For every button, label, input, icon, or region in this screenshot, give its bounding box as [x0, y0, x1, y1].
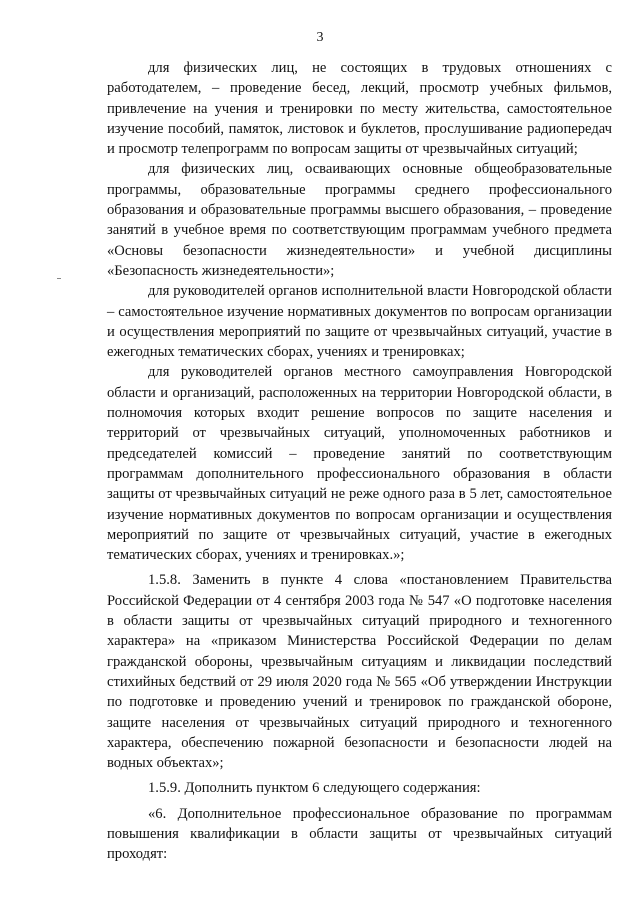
- paragraph-point-6: «6. Дополнительное профессиональное образование по программам повышения квалификации в области защиты от чрезвычайных ситуаций проходят:: [107, 805, 612, 863]
- paragraph-students: для физических лиц, осваивающих основные общеобразовательные программы, образовательные программы среднего профессионального образования и образовательные программы высшего образования, – проведение занятий в учебное время по соответствующим программам учебного предмета «Основы безопасности жизнедеятельности» и учебной дисциплины «Безопасность жизнедеятельности»;: [107, 161, 612, 279]
- paragraph-local-government-heads: для руководителей органов местного самоуправления Новгородской области и организаций, расположенных на территории Новгородской области, в полномочия которых входит решение вопросов по защите населения и территорий от чрезвычайных ситуаций, уполномоченных работников и председателей комиссий – проведение занятий по соответствующим программам дополнительного профессионального образования в области защиты от чрезвычайных ситуаций не реже одного раза в 5 лет, самостоятельное изучение нормативных документов по вопросам организации и осуществления мероприятий по защите от чрезвычайных ситуаций, участие в ежегодных тематических сборах, учениях и тренировках.»;: [107, 364, 612, 564]
- document-body: [107, 58, 612, 865]
- paragraph-individuals-not-employed: для физических лиц, не состоящих в трудовых отношениях с работодателем, – проведение бесед, лекций, просмотр учебных фильмов, привлечение на учения и тренировки по месту жительства, самостоятельное изучение пособий, памяток, листовок и буклетов, прослушивание радиопередач и просмотр телепрограмм по вопросам защиты от чрезвычайных ситуаций;: [107, 60, 612, 158]
- paragraph-item-1-5-8: 1.5.8. Заменить в пункте 4 слова «постановлением Правительства Российской Федерации от 4 сентября 2003 года № 547 «О подготовке населения в области защиты от чрезвычайных ситуаций природного и техногенного характера» на «приказом Министерства Российской Федерации по делам гражданской обороны, чрезвычайным ситуациям и ликвидации последствий стихийных бедствий от 29 июля 2020 года № 565 «Об утверждении Инструкции по подготовке и проведению учений и тренировок по гражданской обороне, защите населения от чрезвычайных ситуаций природного и техногенного характера, обеспечению пожарной безопасности и безопасности людей на водных объектах»;: [107, 572, 612, 772]
- paragraph-executive-heads: для руководителей органов исполнительной власти Новгородской области – самостоятельное изучение нормативных документов по вопросам организации и осуществления мероприятий по защите от чрезвычайных ситуаций, участие в ежегодных тематических сборах, учениях и тренировках;: [107, 283, 612, 361]
- paragraph-item-1-5-9: 1.5.9. Дополнить пунктом 6 следующего содержания:: [148, 780, 481, 797]
- page-number: 3: [316, 30, 324, 45]
- margin-mark: [57, 278, 61, 279]
